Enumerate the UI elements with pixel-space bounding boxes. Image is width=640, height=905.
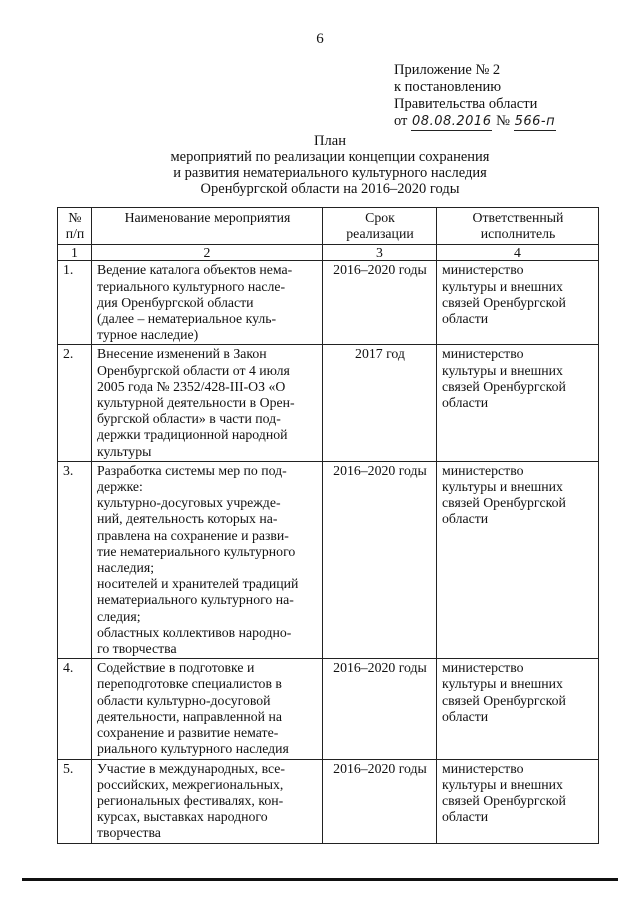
column-number-2: 2 [92, 245, 323, 261]
responsible-line: министерство [442, 462, 524, 478]
activity-name-line: культурно-досуговых учрежде- [97, 495, 281, 511]
activity-name-line: Разработка системы мер по под- [97, 462, 287, 478]
responsible-line: области [442, 809, 489, 825]
appendix-block [394, 62, 624, 131]
table-row [58, 461, 599, 658]
row-term: 2016–2020 годы [323, 659, 437, 759]
activity-name-line: сохранение и развитие немате- [97, 725, 279, 741]
responsible-line: культуры и внешних [442, 479, 563, 495]
header-term [323, 208, 437, 245]
responsible-line: министерство [442, 346, 524, 362]
activity-name-line: переподготовке специалистов в [97, 676, 282, 692]
row-term: 2016–2020 годы [323, 461, 437, 658]
activity-name-line: культуры [97, 443, 152, 459]
activity-name-line: го творчества [97, 641, 177, 657]
appendix-decree-line: к постановлению [394, 79, 502, 95]
handwritten-date: 08.08.2016 [412, 114, 492, 129]
row-responsible [437, 261, 599, 345]
handwritten-number: 566-п [514, 114, 556, 129]
header-term-line-2: реализации [346, 226, 414, 242]
plan-table-body [58, 261, 599, 843]
responsible-line: министерство [442, 760, 524, 776]
bottom-rule [22, 878, 618, 881]
page-number: 6 [316, 31, 324, 47]
number-label: № [496, 113, 510, 129]
row-responsible [437, 659, 599, 759]
title-line-3: и развития нематериального культурного наследия [173, 165, 487, 181]
row-term: 2016–2020 годы [323, 759, 437, 843]
plan-title [60, 133, 600, 197]
table-row [58, 659, 599, 759]
header-responsible [437, 208, 599, 245]
row-activity-name [92, 659, 323, 759]
header-responsible-line-1: Ответственный [472, 210, 564, 225]
responsible-line: культуры и внешних [442, 278, 563, 294]
title-line-2: мероприятий по реализации концепции сохранения [170, 149, 490, 165]
activity-name-line: териального культурного насле- [97, 278, 286, 294]
column-number-row [58, 245, 599, 261]
title-line-1: План [314, 133, 346, 149]
row-activity-name [92, 261, 323, 345]
activity-name-line: правлена на сохранение и разви- [97, 527, 289, 543]
activity-name-line: следия; [97, 608, 141, 624]
activity-name-line: Ведение каталога объектов нема- [97, 262, 293, 278]
responsible-line: культуры и внешних [442, 676, 563, 692]
column-number-4: 4 [437, 245, 599, 261]
row-number: 3. [58, 461, 92, 658]
appendix-title: Приложение № 2 [394, 62, 501, 78]
table-header-row [58, 208, 599, 245]
row-number: 1. [58, 261, 92, 345]
activity-name-line: Внесение изменений в Закон [97, 346, 267, 362]
activity-name-line: 2005 года № 2352/428-III-ОЗ «О [97, 378, 286, 394]
responsible-line: связей Оренбургской [442, 294, 566, 310]
column-number-1: 1 [58, 245, 92, 261]
table-row [58, 261, 599, 345]
header-number [58, 208, 92, 245]
row-term: 2016–2020 годы [323, 261, 437, 345]
responsible-line: связей Оренбургской [442, 692, 566, 708]
appendix-government-line: Правительства области [394, 96, 538, 112]
responsible-line: министерство [442, 262, 524, 278]
responsible-line: культуры и внешних [442, 776, 563, 792]
activity-name-line: курсах, выставках народного [97, 809, 268, 825]
activity-name-line: творчества [97, 825, 161, 841]
activity-name-line: российских, межрегиональных, [97, 776, 284, 792]
header-name: Наименование мероприятия [92, 208, 323, 245]
row-activity-name [92, 461, 323, 658]
activity-name-line: бургской области» в части под- [97, 411, 281, 427]
activity-name-line: Участие в международных, все- [97, 760, 286, 776]
responsible-line: связей Оренбургской [442, 495, 566, 511]
activity-name-line: региональных фестивалях, кон- [97, 792, 284, 808]
responsible-line: области [442, 395, 489, 411]
column-number-3: 3 [323, 245, 437, 261]
title-line-4: Оренбургской области на 2016–2020 годы [200, 181, 460, 197]
table-row [58, 345, 599, 461]
responsible-line: культуры и внешних [442, 362, 563, 378]
table-row [58, 759, 599, 843]
row-number: 4. [58, 659, 92, 759]
header-term-line-1: Срок [365, 210, 395, 225]
activity-name-line: деятельности, направленной на [97, 708, 282, 724]
row-activity-name [92, 759, 323, 843]
from-label: от [394, 113, 408, 129]
responsible-line: области [442, 708, 489, 724]
row-activity-name [92, 345, 323, 461]
row-number: 2. [58, 345, 92, 461]
responsible-line: министерство [442, 660, 524, 676]
row-number: 5. [58, 759, 92, 843]
activity-name-line: нематериального культурного на- [97, 592, 294, 608]
activity-name-line: областных коллективов народно- [97, 624, 292, 640]
header-responsible-line-2: исполнитель [480, 226, 556, 242]
responsible-line: связей Оренбургской [442, 378, 566, 394]
activity-name-line: турное наследие) [97, 327, 199, 343]
activity-name-line: ний, деятельность которых на- [97, 511, 278, 527]
activity-name-line: Оренбургской области от 4 июля [97, 362, 290, 378]
activity-name-line: культурной деятельности в Орен- [97, 395, 295, 411]
appendix-date-number-line [394, 113, 624, 131]
activity-name-line: наследия; [97, 560, 155, 576]
activity-name-line: держки традиционной народной [97, 427, 288, 443]
row-responsible [437, 345, 599, 461]
activity-name-line: (далее – нематериальное куль- [97, 311, 277, 327]
activity-name-line: дия Оренбургской области [97, 294, 254, 310]
activity-name-line: носителей и хранителей традиций [97, 576, 299, 592]
row-term: 2017 год [323, 345, 437, 461]
responsible-line: связей Оренбургской [442, 792, 566, 808]
responsible-line: области [442, 311, 489, 327]
activity-name-line: риального культурного наследия [97, 741, 289, 757]
plan-table [57, 207, 599, 844]
activity-name-line: области культурно-досуговой [97, 692, 271, 708]
row-responsible [437, 461, 599, 658]
activity-name-line: держке: [97, 479, 143, 495]
activity-name-line: тие нематериального культурного [97, 543, 296, 559]
header-number-abbr: п/п [65, 226, 85, 242]
header-number-symbol: № [68, 210, 82, 225]
activity-name-line: Содействие в подготовке и [97, 660, 255, 676]
responsible-line: области [442, 511, 489, 527]
row-responsible [437, 759, 599, 843]
